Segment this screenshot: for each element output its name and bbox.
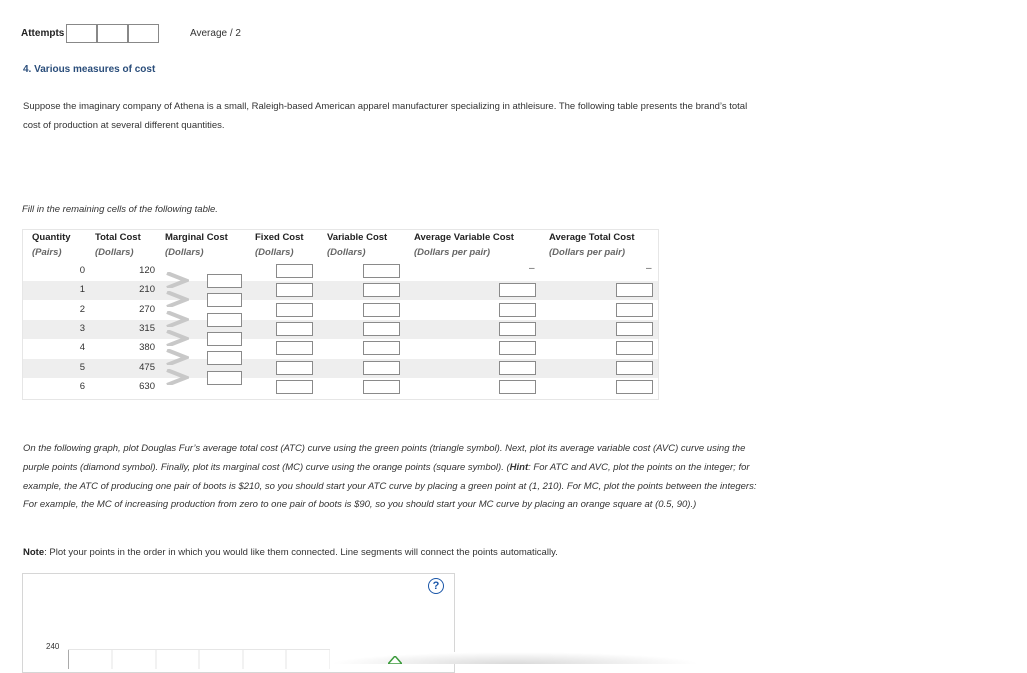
intro-paragraph: Suppose the imaginary company of Athena is a small, Raleigh-based American apparel manufacturer specializing in athleisure. The following table presents the brand’s total cost of production at several different quantities. <box>23 101 748 131</box>
fixed-cost-input[interactable] <box>276 361 313 375</box>
graph-instruction: On the following graph, plot Douglas Fur’s average total cost (ATC) curve using the green points (triangle symbol). Next, plot its average variable cost (AVC) curve using the purple points (diamond symbol). Finally, plot its marginal cost (MC) curve using the orange points (square symbol). (Hint: For ATC and AVC, plot the points on the integer; for example, the ATC of producing one pair of boots is $210, so you should start your ATC curve by placing a green point at (1, 210). For MC, plot the points between the integers: For example, the MC of increasing production from zero to one pair of boots is $90, so you should start your MC curve by placing an orange square at (0.5, 90).) <box>23 443 757 511</box>
fixed-cost-input[interactable] <box>276 303 313 317</box>
hint-label: Hint <box>509 461 529 473</box>
cost-table <box>22 229 659 400</box>
header-avg-variable-cost: Average Variable Cost (Dollars per pair) <box>414 232 514 258</box>
variable-cost-input[interactable] <box>363 264 400 278</box>
avg-total-cost-input[interactable] <box>616 283 653 297</box>
avg-total-cost-input[interactable] <box>616 361 653 375</box>
atc-triangle-tool-icon[interactable] <box>388 656 402 664</box>
header-total-cost: Total Cost (Dollars) <box>95 232 141 258</box>
variable-cost-input[interactable] <box>363 322 400 336</box>
avg-variable-cost-input[interactable] <box>499 283 536 297</box>
quantity-cell: 4 <box>79 342 85 353</box>
fixed-cost-input[interactable] <box>276 283 313 297</box>
marginal-cost-input[interactable] <box>207 293 242 307</box>
marginal-cost-input[interactable] <box>207 332 242 346</box>
average-label: Average / 2 <box>190 28 241 39</box>
attempt-box-2 <box>97 24 128 43</box>
avg-total-cost-input[interactable] <box>616 380 653 394</box>
avg-total-cost-input[interactable] <box>616 303 653 317</box>
total-cost-cell: 630 <box>139 381 155 392</box>
quantity-cell: 3 <box>79 323 85 334</box>
fixed-cost-input[interactable] <box>276 322 313 336</box>
variable-cost-input[interactable] <box>363 361 400 375</box>
total-cost-cell: 315 <box>139 323 155 334</box>
marginal-cost-input[interactable] <box>207 313 242 327</box>
y-axis-tick-label: 240 <box>46 642 60 651</box>
variable-cost-input[interactable] <box>363 341 400 355</box>
variable-cost-input[interactable] <box>363 380 400 394</box>
quantity-cell: 0 <box>79 265 85 276</box>
marginal-cost-input[interactable] <box>207 351 242 365</box>
avg-variable-cost-input[interactable] <box>499 341 536 355</box>
header-marginal-cost: Marginal Cost (Dollars) <box>165 232 228 258</box>
table-row <box>23 262 658 281</box>
total-cost-cell: 380 <box>139 342 155 353</box>
avg-variable-cost-input[interactable] <box>499 303 536 317</box>
empty-cell-dash: – <box>646 263 652 274</box>
note-text: Note: Plot your points in the order in which you would like them connected. Line segments will connect the points automatically. <box>23 547 558 558</box>
variable-cost-input[interactable] <box>363 303 400 317</box>
total-cost-cell: 120 <box>139 265 155 276</box>
header-fixed-cost: Fixed Cost (Dollars) <box>255 232 304 258</box>
plot-area[interactable] <box>68 649 330 669</box>
fixed-cost-input[interactable] <box>276 264 313 278</box>
chevron-right-icon <box>165 291 189 307</box>
empty-cell-dash: – <box>529 263 535 274</box>
total-cost-cell: 210 <box>139 284 155 295</box>
table-row <box>23 281 658 300</box>
chevron-right-icon <box>165 369 189 385</box>
total-cost-cell: 475 <box>139 362 155 373</box>
attempts-label: Attempts <box>21 28 65 39</box>
attempt-box-1 <box>66 24 97 43</box>
chevron-right-icon <box>165 272 189 288</box>
quantity-cell: 2 <box>79 304 85 315</box>
table-row <box>23 359 658 378</box>
header-avg-total-cost: Average Total Cost (Dollars per pair) <box>549 232 635 258</box>
section-title: 4. Various measures of cost <box>23 64 156 75</box>
chevron-right-icon <box>165 330 189 346</box>
attempt-box-3 <box>128 24 159 43</box>
table-row <box>23 320 658 339</box>
marginal-cost-input[interactable] <box>207 274 242 288</box>
header-quantity: Quantity (Pairs) <box>32 232 71 258</box>
variable-cost-input[interactable] <box>363 283 400 297</box>
chevron-right-icon <box>165 311 189 327</box>
fixed-cost-input[interactable] <box>276 380 313 394</box>
table-row <box>23 301 658 320</box>
avg-total-cost-input[interactable] <box>616 341 653 355</box>
help-icon[interactable]: ? <box>428 578 444 594</box>
avg-variable-cost-input[interactable] <box>499 322 536 336</box>
quantity-cell: 5 <box>79 362 85 373</box>
fixed-cost-input[interactable] <box>276 341 313 355</box>
avg-variable-cost-input[interactable] <box>499 361 536 375</box>
chevron-right-icon <box>165 349 189 365</box>
fill-instruction: Fill in the remaining cells of the following table. <box>22 204 218 215</box>
avg-total-cost-input[interactable] <box>616 322 653 336</box>
note-label: Note <box>23 547 45 558</box>
header-variable-cost: Variable Cost (Dollars) <box>327 232 388 258</box>
marginal-cost-input[interactable] <box>207 371 242 385</box>
palette-shadow <box>330 652 700 664</box>
total-cost-cell: 270 <box>139 304 155 315</box>
table-row <box>23 378 658 397</box>
table-row <box>23 339 658 358</box>
quantity-cell: 1 <box>79 284 85 295</box>
avg-variable-cost-input[interactable] <box>499 380 536 394</box>
quantity-cell: 6 <box>79 381 85 392</box>
